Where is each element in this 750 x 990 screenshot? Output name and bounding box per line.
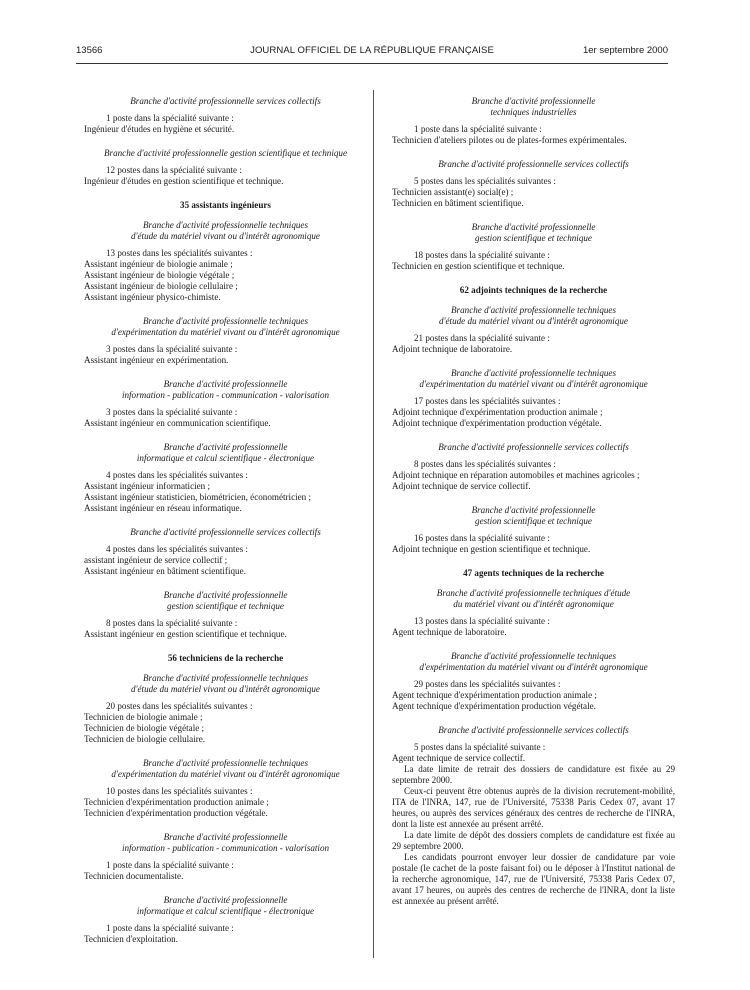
branch-heading-line: Branche d'activité professionnelle techniques xyxy=(451,368,616,378)
branch-heading xyxy=(392,442,675,453)
specialty-line: Assistant ingénieur en expérimentation. xyxy=(84,355,229,365)
specialty-line: Agent technique de service collectif. xyxy=(392,753,526,763)
post-count: 13 postes dans la spécialité suivante : xyxy=(414,616,550,626)
branch-heading xyxy=(84,758,367,780)
specialty-line: Assistant ingénieur en gestion scientifique et technique. xyxy=(84,629,287,639)
branch-heading-line: d'expérimentation du matériel vivant ou d'intérêt agronomique xyxy=(111,327,340,337)
branch-heading-line: Branche d'activité professionnelle techniques xyxy=(143,220,308,230)
spacer xyxy=(392,712,675,725)
branch-heading-line: Branche d'activité professionnelle xyxy=(471,96,596,106)
branch-heading-line: Branche d'activité professionnelle techniques xyxy=(143,673,308,683)
post-count: 1 poste dans la spécialité suivante : xyxy=(106,923,234,933)
branch-heading-line: d'expérimentation du matériel vivant ou d'intérêt agronomique xyxy=(419,379,648,389)
branch-heading xyxy=(392,305,675,327)
specialty-line: Technicien assistant(e) social(e) ; xyxy=(392,187,514,197)
branch-heading-line: Branche d'activité professionnelle xyxy=(163,832,288,842)
branch-heading xyxy=(84,96,367,107)
specialty-line: Assistant ingénieur en réseau informatique. xyxy=(84,503,242,513)
branch-heading-line: Branche d'activité professionnelle services collectifs xyxy=(438,725,629,735)
spacer xyxy=(392,146,675,159)
specialty-line: Technicien documentaliste. xyxy=(84,871,184,881)
branch-heading-line: Branche d'activité professionnelle techniques xyxy=(143,316,308,326)
branch-heading-line: informatique et calcul scientifique - électronique xyxy=(136,906,315,916)
specialty-line: Technicien d'expérimentation production animale ; xyxy=(84,797,269,807)
spacer xyxy=(84,819,367,832)
specialty-line: Adjoint technique d'expérimentation production animale ; xyxy=(392,407,603,417)
branch-heading-line: information - publication - communication - valorisation xyxy=(121,843,330,853)
branch-heading-line: Branche d'activité professionnelle techniques d'étude xyxy=(436,588,631,598)
branch-heading-line: Branche d'activité professionnelle services collectifs xyxy=(438,159,629,169)
post-count: 18 postes dans la spécialité suivante : xyxy=(414,250,550,260)
spacer xyxy=(84,514,367,527)
spacer xyxy=(84,882,367,895)
specialty-line: Technicien en gestion scientifique et technique. xyxy=(392,261,565,271)
page-number: 13566 xyxy=(76,45,103,56)
branch-heading-line: d'étude du matériel vivant ou d'intérêt agronomique xyxy=(131,684,320,694)
post-count: 3 postes dans la spécialité suivante : xyxy=(106,344,238,354)
branch-heading-line: gestion scientifique et technique xyxy=(167,601,284,611)
spacer xyxy=(84,577,367,590)
spacer xyxy=(392,429,675,442)
specialty-line: Agent technique de laboratoire. xyxy=(392,627,507,637)
specialty-line: Technicien de biologie végétale ; xyxy=(84,723,205,733)
branch-heading xyxy=(392,725,675,736)
specialty-line: Assistant ingénieur physico-chimiste. xyxy=(84,292,221,302)
specialty-line: Ingénieur d'études en hygiène et sécurité. xyxy=(84,124,235,134)
specialty-line: Ingénieur d'études en gestion scientifique et technique. xyxy=(84,176,284,186)
branch-heading xyxy=(392,222,675,244)
branch-heading xyxy=(392,368,675,390)
branch-heading-line: du matériel vivant ou d'intérêt agronomique xyxy=(453,599,614,609)
branch-heading-line: d'expérimentation du matériel vivant ou d'intérêt agronomique xyxy=(111,769,340,779)
spacer xyxy=(392,272,675,285)
branch-heading xyxy=(84,895,367,917)
branch-heading xyxy=(84,316,367,338)
spacer xyxy=(84,640,367,653)
branch-heading-line: Branche d'activité professionnelle xyxy=(471,505,596,515)
branch-heading xyxy=(84,148,367,159)
category-heading: 56 techniciens de la recherche xyxy=(167,653,284,663)
branch-heading xyxy=(84,590,367,612)
post-count: 8 postes dans les spécialités suivantes : xyxy=(414,459,556,469)
specialty-line: Technicien d'ateliers pilotes ou de plates-formes expérimentales. xyxy=(392,135,627,145)
post-count: 4 postes dans les spécialités suivantes : xyxy=(106,470,248,480)
specialty-line: Technicien d'expérimentation production végétale. xyxy=(84,808,268,818)
spacer xyxy=(84,187,367,200)
branch-heading xyxy=(392,159,675,170)
branch-heading-line: Branche d'activité professionnelle xyxy=(163,895,288,905)
branch-heading-line: d'étude du matériel vivant ou d'intérêt agronomique xyxy=(131,231,320,241)
column-divider xyxy=(373,90,374,958)
branch-heading-line: Branche d'activité professionnelle xyxy=(163,379,288,389)
post-count: 17 postes dans les spécialités suivantes : xyxy=(414,396,561,406)
specialty-line: Adjoint technique d'expérimentation production végétale. xyxy=(392,418,602,428)
specialty-line: Assistant ingénieur en bâtiment scientifique. xyxy=(84,566,246,576)
specialty-line: Adjoint technique de service collectif. xyxy=(392,481,531,491)
body-paragraph: La date limite de retrait des dossiers de candidature est fixée au 29 septembre 2000. xyxy=(392,764,675,785)
post-count: 1 poste dans la spécialité suivante : xyxy=(106,860,234,870)
branch-heading-line: Branche d'activité professionnelle xyxy=(471,222,596,232)
post-count: 4 postes dans les spécialités suivantes : xyxy=(106,544,248,554)
specialty-line: Assistant ingénieur statisticien, biométricien, économétricien ; xyxy=(84,492,312,502)
journal-title: JOURNAL OFFICIEL DE LA RÉPUBLIQUE FRANÇAISE xyxy=(250,45,494,56)
branch-heading-line: Branche d'activité professionnelle techniques xyxy=(143,758,308,768)
spacer xyxy=(392,555,675,568)
spacer xyxy=(392,355,675,368)
publication-date: 1er septembre 2000 xyxy=(582,45,668,56)
page-header xyxy=(76,45,668,59)
post-count: 21 postes dans la spécialité suivante : xyxy=(414,333,550,343)
post-count: 1 poste dans la spécialité suivante : xyxy=(106,113,234,123)
branch-heading xyxy=(392,651,675,673)
specialty-line: Assistant ingénieur de biologie végétale ; xyxy=(84,270,235,280)
spacer xyxy=(84,366,367,379)
branch-heading-line: d'expérimentation du matériel vivant ou d'intérêt agronomique xyxy=(419,662,648,672)
branch-heading xyxy=(392,96,675,118)
branch-heading-line: techniques industrielles xyxy=(490,107,577,117)
branch-heading xyxy=(84,442,367,464)
body-paragraph: Les candidats pourront envoyer leur dossier de candidature par voie postale (le cachet de la poste faisant foi) ou le déposer à l'Institut national de la recherche agronomique, 147, rue de l'Université, 75338 Paris Cedex 07, avant 17 heures, ou auprès des centres de recherche de l'INRA, dont la liste est annexée au présent arrêté. xyxy=(392,852,675,906)
branch-heading-line: d'étude du matériel vivant ou d'intérêt agronomique xyxy=(439,316,628,326)
specialty-line: Technicien de biologie animale ; xyxy=(84,712,203,722)
specialty-line: Assistant ingénieur en communication scientifique. xyxy=(84,418,271,428)
branch-heading-line: gestion scientifique et technique xyxy=(475,516,592,526)
branch-heading-line: gestion scientifique et technique xyxy=(475,233,592,243)
branch-heading-line: Branche d'activité professionnelle gestion scientifique et technique xyxy=(103,148,348,158)
branch-heading-line: Branche d'activité professionnelle services collectifs xyxy=(130,527,321,537)
specialty-line: Assistant ingénieur de biologie animale ; xyxy=(84,259,233,269)
category-heading: 47 agents techniques de la recherche xyxy=(463,568,604,578)
spacer xyxy=(84,135,367,148)
branch-heading xyxy=(84,220,367,242)
post-count: 16 postes dans la spécialité suivante : xyxy=(414,533,550,543)
post-count: 13 postes dans les spécialités suivantes : xyxy=(106,248,253,258)
branch-heading xyxy=(84,379,367,401)
specialty-line: Assistant ingénieur de biologie cellulaire ; xyxy=(84,281,238,291)
right-column xyxy=(392,96,675,907)
post-count: 10 postes dans les spécialités suivantes : xyxy=(106,786,253,796)
header-rule xyxy=(76,63,668,64)
specialty-line: Assistant ingénieur informaticien ; xyxy=(84,481,211,491)
specialty-line: Technicien en bâtiment scientifique. xyxy=(392,198,524,208)
branch-heading-line: Branche d'activité professionnelle xyxy=(163,442,288,452)
specialty-line: Adjoint technique en gestion scientifique et technique. xyxy=(392,544,591,554)
branch-heading-line: information - publication - communication - valorisation xyxy=(121,390,330,400)
branch-heading-line: Branche d'activité professionnelle techniques xyxy=(451,651,616,661)
post-count: 12 postes dans la spécialité suivante : xyxy=(106,165,242,175)
branch-heading xyxy=(392,505,675,527)
specialty-line: Technicien de biologie cellulaire. xyxy=(84,734,206,744)
post-count: 1 poste dans la spécialité suivante : xyxy=(414,124,542,134)
category-heading: 35 assistants ingénieurs xyxy=(180,200,271,210)
spacer xyxy=(392,638,675,651)
specialty-line: Agent technique d'expérimentation production végétale. xyxy=(392,701,596,711)
branch-heading-line: Branche d'activité professionnelle services collectifs xyxy=(438,442,629,452)
spacer xyxy=(392,209,675,222)
post-count: 20 postes dans les spécialités suivantes : xyxy=(106,701,253,711)
branch-heading-line: Branche d'activité professionnelle xyxy=(163,590,288,600)
body-paragraph: La date limite de dépôt des dossiers complets de candidature est fixée au 29 septembre 2000. xyxy=(392,830,675,851)
branch-heading xyxy=(84,527,367,538)
left-column xyxy=(84,96,367,945)
branch-heading xyxy=(84,673,367,695)
post-count: 5 postes dans la spécialité suivante : xyxy=(414,742,546,752)
post-count: 29 postes dans les spécialités suivantes : xyxy=(414,679,561,689)
spacer xyxy=(84,429,367,442)
specialty-line: Adjoint technique de laboratoire. xyxy=(392,344,513,354)
branch-heading xyxy=(392,588,675,610)
spacer xyxy=(392,492,675,505)
specialty-line: Technicien d'exploitation. xyxy=(84,934,178,944)
body-paragraph: Adjoint technique en réparation automobiles et machines agricoles ; xyxy=(392,470,640,480)
branch-heading-line: Branche d'activité professionnelle services collectifs xyxy=(130,96,321,106)
branch-heading-line: informatique et calcul scientifique - électronique xyxy=(136,453,315,463)
specialty-line: assistant ingénieur de service collectif ; xyxy=(84,555,228,565)
post-count: 3 postes dans la spécialité suivante : xyxy=(106,407,238,417)
category-heading: 62 adjoints techniques de la recherche xyxy=(459,285,608,295)
body-paragraph: Ceux-ci peuvent être obtenus auprès de la division recrutement-mobilité, ITA de l'INRA, 147, rue de l'Université, 75338 Paris Cedex 07, avant 17 heures, ou auprès des services généraux des centres de recherche de l'INRA, dont la liste est annexée au présent arrêté. xyxy=(392,786,675,829)
specialty-line: Agent technique d'expérimentation production animale ; xyxy=(392,690,597,700)
branch-heading xyxy=(84,832,367,854)
spacer xyxy=(84,303,367,316)
branch-heading-line: Branche d'activité professionnelle techniques xyxy=(451,305,616,315)
spacer xyxy=(84,745,367,758)
post-count: 8 postes dans la spécialité suivante : xyxy=(106,618,238,628)
post-count: 5 postes dans les spécialités suivantes : xyxy=(414,176,556,186)
